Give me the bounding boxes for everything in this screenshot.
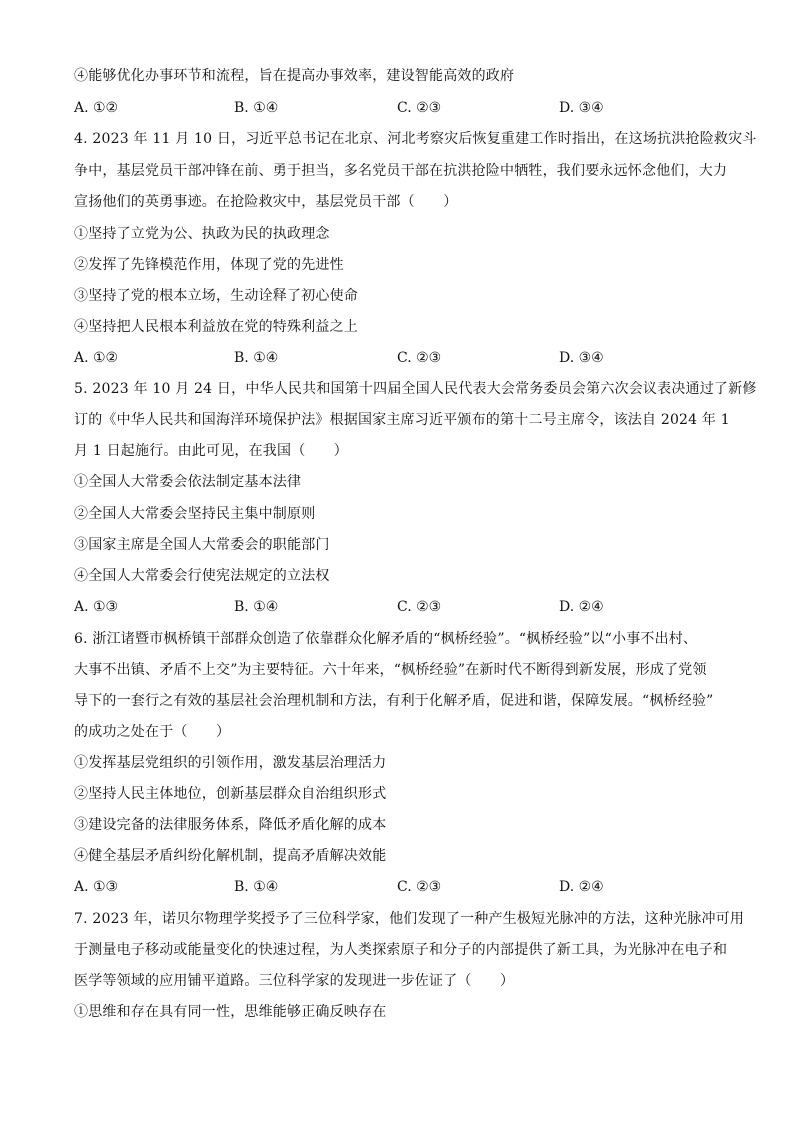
- option-a: A. ①③: [74, 599, 119, 615]
- choice-line: ③国家主席是全国人大常委会的职能部门: [74, 537, 330, 553]
- option-c: C. ②③: [397, 100, 442, 116]
- question-stem-line: 争中，基层党员干部冲锋在前、勇于担当，多名党员干部在抗洪抢险中牺牲，我们要永远怀念他们，大力: [74, 163, 728, 179]
- choice-line: ①全国人大常委会依法制定基本法律: [74, 474, 302, 490]
- choice-line: ④全国人大常委会行使宪法规定的立法权: [74, 568, 330, 584]
- answer-options: [74, 597, 724, 617]
- option-c: C. ②③: [397, 350, 442, 366]
- question-stem-line: 大事不出镇、矛盾不上交”为主要特征。六十年来，“枫桥经验”在新时代不断得到新发展，形成了党领: [74, 662, 707, 678]
- option-d: D. ③④: [559, 100, 604, 116]
- option-b: B. ①④: [234, 599, 279, 615]
- choice-line: ①坚持了立党为公、执政为民的执政理念: [74, 226, 330, 242]
- question-stem-line: 导下的一套行之有效的基层社会治理机制和方法，有利于化解矛盾，促进和谐，保障发展。“枫桥经验”: [74, 693, 714, 709]
- question-stem-line: 7. 2023 年，诺贝尔物理学奖授予了三位科学家，他们发现了一种产生极短光脉冲的方法，这种光脉冲可用: [74, 911, 745, 927]
- option-b: B. ①④: [234, 100, 279, 116]
- choice-line: ①思维和存在具有同一性，思维能够正确反映存在: [74, 1004, 387, 1020]
- question-stem-line: 医学等领域的应用铺平道路。三位科学家的发现进一步佐证了（ ）: [74, 973, 515, 989]
- choice-line: ③建设完备的法律服务体系，降低矛盾化解的成本: [74, 817, 387, 833]
- choice-line: ④健全基层矛盾纠纷化解机制，提高矛盾解决效能: [74, 848, 387, 864]
- option-a: A. ①③: [74, 879, 119, 895]
- question-stem-line: 于测量电子移动或能量变化的快速过程，为人类探索原子和分子的内部提供了新工具，为光脉冲在电子和: [74, 942, 728, 958]
- option-c: C. ②③: [397, 599, 442, 615]
- question-stem-line: 宣扬他们的英勇事迹。在抢险救灾中，基层党员干部（ ）: [74, 194, 458, 210]
- option-b: B. ①④: [234, 350, 279, 366]
- question-stem-line: 6. 浙江诸暨市枫桥镇干部群众创造了依靠群众化解矛盾的“枫桥经验”。“枫桥经验”以“小事不出村、: [74, 631, 698, 647]
- option-d: D. ②④: [559, 879, 604, 895]
- option-d: D. ③④: [559, 350, 604, 366]
- question-stem-line: 订的《中华人民共和国海洋环境保护法》根据国家主席习近平颁布的第十二号主席令，该法自 2024 年 1: [74, 412, 730, 428]
- option-a: A. ①②: [74, 350, 119, 366]
- option-a: A. ①②: [74, 100, 119, 116]
- answer-options: [74, 98, 724, 118]
- question-stem-line: 月 1 日起施行。由此可见，在我国（ ）: [74, 443, 349, 459]
- choice-line: ②发挥了先锋模范作用，体现了党的先进性: [74, 257, 344, 273]
- choice-line: ①发挥基层党组织的引领作用，激发基层治理活力: [74, 755, 387, 771]
- question-stem-line: 4. 2023 年 11 月 10 日，习近平总书记在北京、河北考察灾后恢复重建工作时指出，在这场抗洪抢险救灾斗: [74, 131, 757, 147]
- choice-line: ④能够优化办事环节和流程，旨在提高办事效率，建设智能高效的政府: [74, 68, 515, 84]
- choice-line: ②坚持人民主体地位，创新基层群众自治组织形式: [74, 786, 387, 802]
- option-c: C. ②③: [397, 879, 442, 895]
- choice-line: ④坚持把人民根本利益放在党的特殊利益之上: [74, 319, 358, 335]
- question-stem-line: 的成功之处在于（ ）: [74, 724, 231, 740]
- question-stem-line: 5. 2023 年 10 月 24 日，中华人民共和国第十四届全国人民代表大会常务委员会第六次会议表决通过了新修: [74, 381, 757, 397]
- answer-options: [74, 348, 724, 368]
- choice-line: ③坚持了党的根本立场，生动诠释了初心使命: [74, 288, 358, 304]
- option-d: D. ②④: [559, 599, 604, 615]
- option-b: B. ①④: [234, 879, 279, 895]
- choice-line: ②全国人大常委会坚持民主集中制原则: [74, 506, 316, 522]
- answer-options: [74, 877, 724, 897]
